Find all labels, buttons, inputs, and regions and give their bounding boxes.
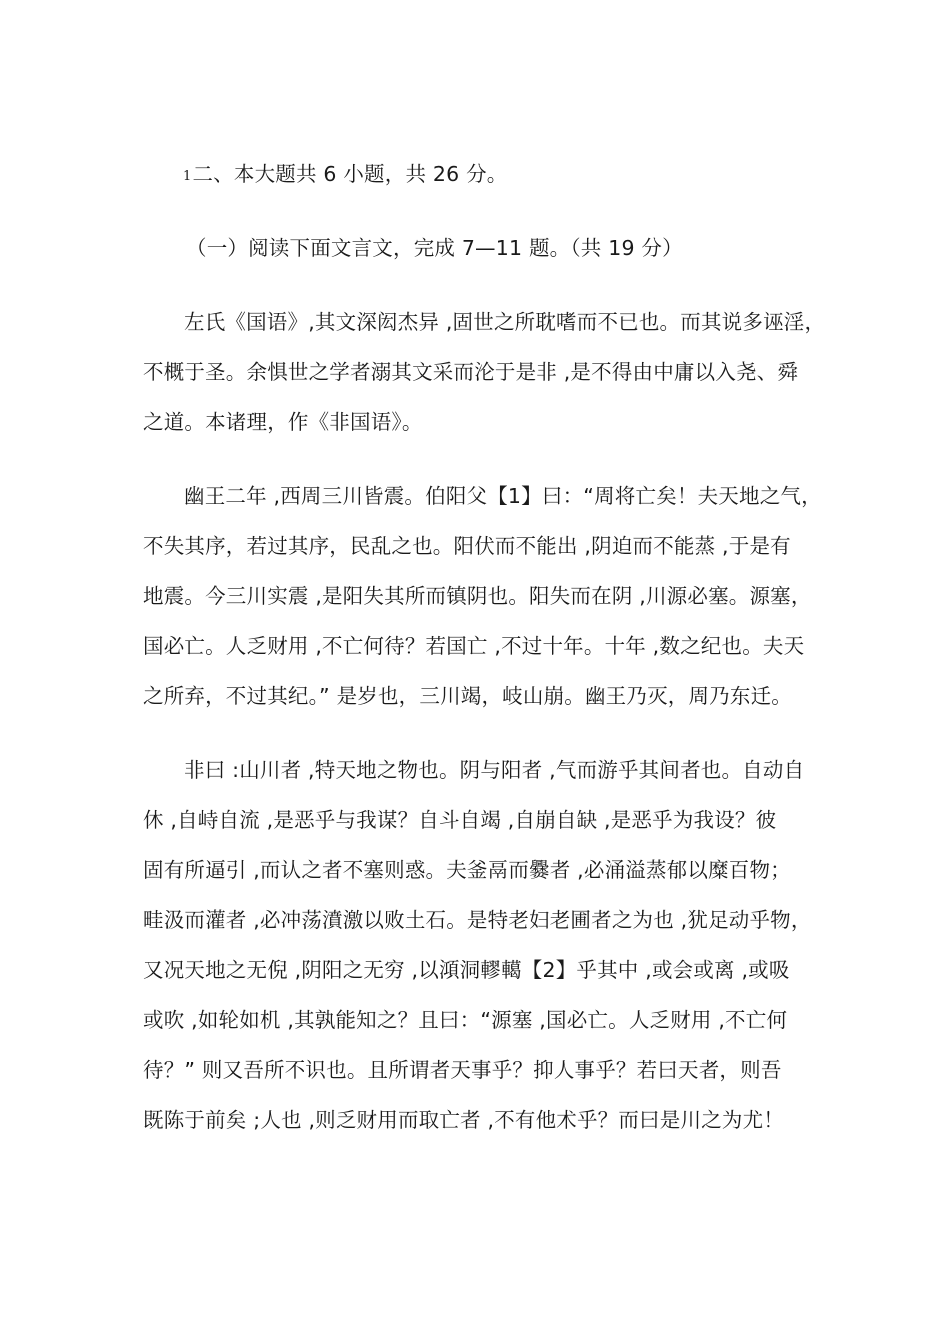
paragraph-line: 之所弃，不过其纪。” 是岁也，三川竭，岐山崩。幽王乃灭，周乃东迁。 <box>143 684 792 708</box>
paragraph-line: 左氏《国语》,其文深闳杰异 ,固世之所耽嗜而不已也。而其说多诬淫， <box>184 310 826 334</box>
paragraph-line: 幽王二年 ,西周三川皆震。伯阳父【1】曰：“周将亡矣！夫天地之气， <box>184 484 822 508</box>
paragraph-line: 或吹 ,如轮如机 ,其孰能知之？且曰：“源塞 ,国必亡。人乏财用 ,不亡何 <box>143 1008 788 1032</box>
paragraph-line: 待？” 则又吾所不识也。且所谓者天事乎？抑人事乎？若曰天者，则吾 <box>143 1058 782 1082</box>
paragraph-line: 固有所逼引 ,而认之者不塞则惑。夫釜鬲而爨者 ,必涌溢蒸郁以糜百物； <box>143 858 791 882</box>
section-number-mark: 1 <box>183 169 192 184</box>
sub-heading: （一）阅读下面文言文，完成 7—11 题。（共 19 分） <box>186 236 683 260</box>
section-heading <box>183 160 883 192</box>
section-heading-text: 二、本大题共 6 小题，共 26 分。 <box>192 162 508 186</box>
paragraph-line: 之道。本诸理，作《非国语》。 <box>143 410 423 434</box>
paragraph-line: 不概于圣。余惧世之学者溺其文采而沦于是非 ,是不得由中庸以入尧、舜 <box>143 360 799 384</box>
paragraph-line: 既陈于前矣 ;人也 ,则乏财用而取亡者 ,不有他术乎？而曰是川之为尤！ <box>143 1108 784 1132</box>
paragraph-line: 非曰 :山川者 ,特天地之物也。阴与阳者 ,气而游乎其间者也。自动自 <box>184 758 805 782</box>
paragraph-line: 不失其序，若过其序，民乱之也。阳伏而不能出 ,阴迫而不能蒸 ,于是有 <box>143 534 791 558</box>
paragraph-line: 畦汲而灌者 ,必冲荡濆激以败土石。是特老妇老圃者之为也 ,犹足动乎物， <box>143 908 812 932</box>
paragraph-line: 休 ,自峙自流 ,是恶乎与我谋？自斗自竭 ,自崩自缺 ,是恶乎为我设？彼 <box>143 808 777 832</box>
paragraph-line: 国必亡。人乏财用 ,不亡何待？若国亡 ,不过十年。十年 ,数之纪也。夫天 <box>143 634 805 658</box>
paragraph-line: 地震。今三川实震 ,是阳失其所而镇阴也。阳失而在阴 ,川源必塞。源塞， <box>143 584 812 608</box>
paragraph-line: 又况天地之无倪 ,阴阳之无穷 ,以澒洞轇轕【2】乎其中 ,或会或离 ,或吸 <box>143 958 790 982</box>
